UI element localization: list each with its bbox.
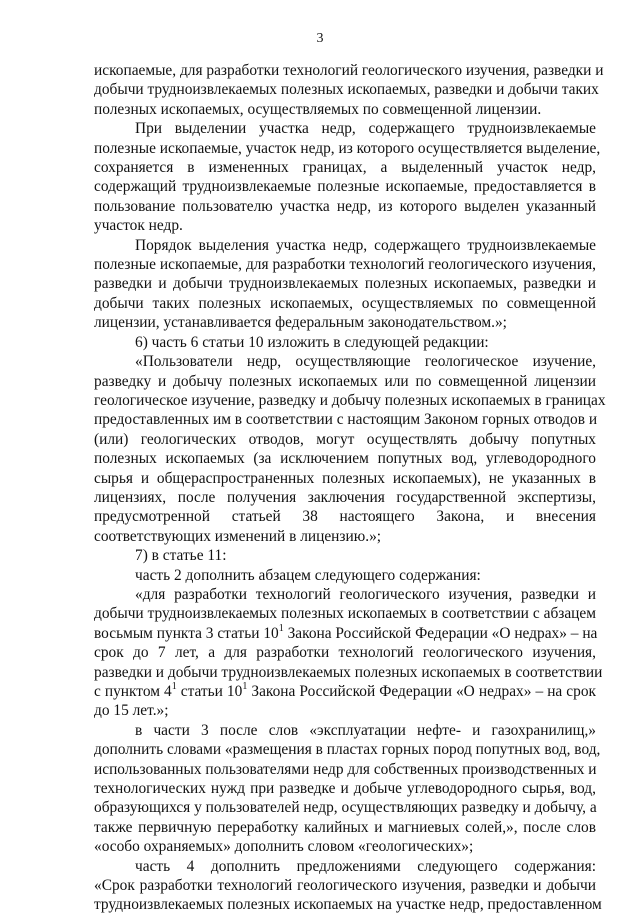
paragraph-p2 xyxy=(94,119,601,235)
text-line: в части 3 после слов «эксплуатации нефте- и газохранилищ,» xyxy=(135,721,596,739)
text-line: пользование пользователю участка недр, из которого выделен указанный xyxy=(94,197,596,215)
text-line: 6) часть 6 статьи 10 изложить в следующей редакции: xyxy=(135,333,489,351)
paragraph-p4 xyxy=(94,333,596,352)
page-number: 3 xyxy=(316,31,324,46)
text-line: Порядок выделения участка недр, содержащего трудноизвлекаемые xyxy=(135,236,596,254)
paragraph-p6 xyxy=(94,546,596,565)
text-line: «для разработки технологий геологического изучения, разведки и xyxy=(135,585,596,603)
paragraph-p3 xyxy=(94,236,596,333)
text-line: предоставленных им в соответствии с настоящим Законом горных отводов и xyxy=(94,411,598,429)
text-line: разведки и добычи трудноизвлекаемых полезных ископаемых в соответствии xyxy=(94,663,603,681)
text-line: использованных пользователями недр для собственных производственных и xyxy=(94,760,597,778)
text-line: часть 4 дополнить предложениями следующего содержания: xyxy=(135,857,596,875)
text-line: добычи трудноизвлекаемых полезных ископаемых, разведки и добычи таких xyxy=(94,81,599,99)
text-line: с пунктом $4^1$ статьи $10^1$ Закона Российской Федерации «О недрах» – на срок xyxy=(94,680,596,700)
paragraph-p1 xyxy=(94,61,604,119)
superscript: 1 xyxy=(278,622,284,634)
text-line: разведку и добычу полезных ископаемых или по совмещенной лицензии xyxy=(94,372,596,390)
text-line: часть 2 дополнить абзацем следующего содержания: xyxy=(135,566,481,584)
text-line: содержащий трудноизвлекаемые полезные ископаемые, предоставляется в xyxy=(94,178,596,196)
text-line: участок недр. xyxy=(94,217,183,235)
text-line: полезных ископаемых, осуществляемых по совмещенной лицензии. xyxy=(94,100,542,118)
text-line: геологическое изучение, разведку и добычу полезных ископаемых в границах xyxy=(94,391,606,409)
text-line: «Пользователи недр, осуществляющие геологическое изучение, xyxy=(135,353,596,371)
text-line: сырья и общераспространенных полезных ископаемых), не указанных в xyxy=(94,469,596,487)
text-line: (или) геологических отводов, могут осуществлять добычу попутных xyxy=(94,430,596,448)
text-line: до 15 лет.»; xyxy=(94,702,169,720)
text-line: добычи таких полезных ископаемых, осуществляемых по совмещенной xyxy=(94,294,596,312)
text-line: предусмотренной статьей 38 настоящего Закона, и внесения xyxy=(94,508,596,526)
text-line: полезные ископаемые, участок недр, из которого осуществляется выделение, xyxy=(94,139,601,157)
text-line: «Срок разработки технологий геологического изучения, разведки и добычи xyxy=(94,877,596,895)
text-line: ископаемые, для разработки технологий геологического изучения, разведки и xyxy=(94,62,604,79)
paragraph-p5 xyxy=(94,352,606,546)
superscript: 1 xyxy=(242,680,248,692)
text-line: технологических нужд при разведке и добыче углеводородного сырья, вод, xyxy=(94,780,596,798)
text-line: 7) в статье 11: xyxy=(135,547,227,565)
text-line: сохраняется в измененных границах, а выделенный участок недр, xyxy=(94,159,596,177)
text-line: восьмым пункта 3 статьи $10^1$ Закона Российской Федерации «О недрах» – на xyxy=(94,622,598,642)
text-line: «особо охраняемых» дополнить словом «геологических»; xyxy=(94,838,474,856)
text-line: При выделении участка недр, содержащего трудноизвлекаемые xyxy=(135,120,596,138)
text-line: разведки и добычи трудноизвлекаемых полезных ископаемых, разведки и xyxy=(94,275,596,293)
paragraph-p7 xyxy=(94,566,596,585)
text-line: образующихся у пользователей недр, осуществляющих разведку и добычу, а xyxy=(94,799,597,817)
paragraph-p9 xyxy=(94,721,601,857)
paragraph-p8 xyxy=(94,585,603,721)
text-line: срок до 7 лет, а для разработки технологий геологического изучения, xyxy=(94,644,596,662)
text-line: дополнить словами «размещения в пластах горных пород попутных вод, вод, xyxy=(94,741,601,759)
text-line: также первичную переработку калийных и магниевых солей,», после слов xyxy=(94,818,596,836)
document-body xyxy=(94,61,606,915)
text-line: добычи трудноизвлекаемых полезных ископаемых в соответствии с абзацем xyxy=(94,605,596,623)
text-line: соответствующих изменений в лицензию.»; xyxy=(94,527,382,545)
text-line: трудноизвлекаемых полезных ископаемых на участке недр, предоставленном xyxy=(94,896,602,914)
superscript: 1 xyxy=(171,680,177,692)
text-line: полезные ископаемые, для разработки технологий геологического изучения, xyxy=(94,256,596,274)
paragraph-p10 xyxy=(94,857,602,915)
text-line: лицензиях, после получения заключения государственной экспертизы, xyxy=(94,488,596,506)
text-line: полезных ископаемых (за исключением попутных вод, углеводородного xyxy=(94,450,596,468)
text-line: лицензии, устанавливается федеральным законодательством.»; xyxy=(94,314,507,332)
